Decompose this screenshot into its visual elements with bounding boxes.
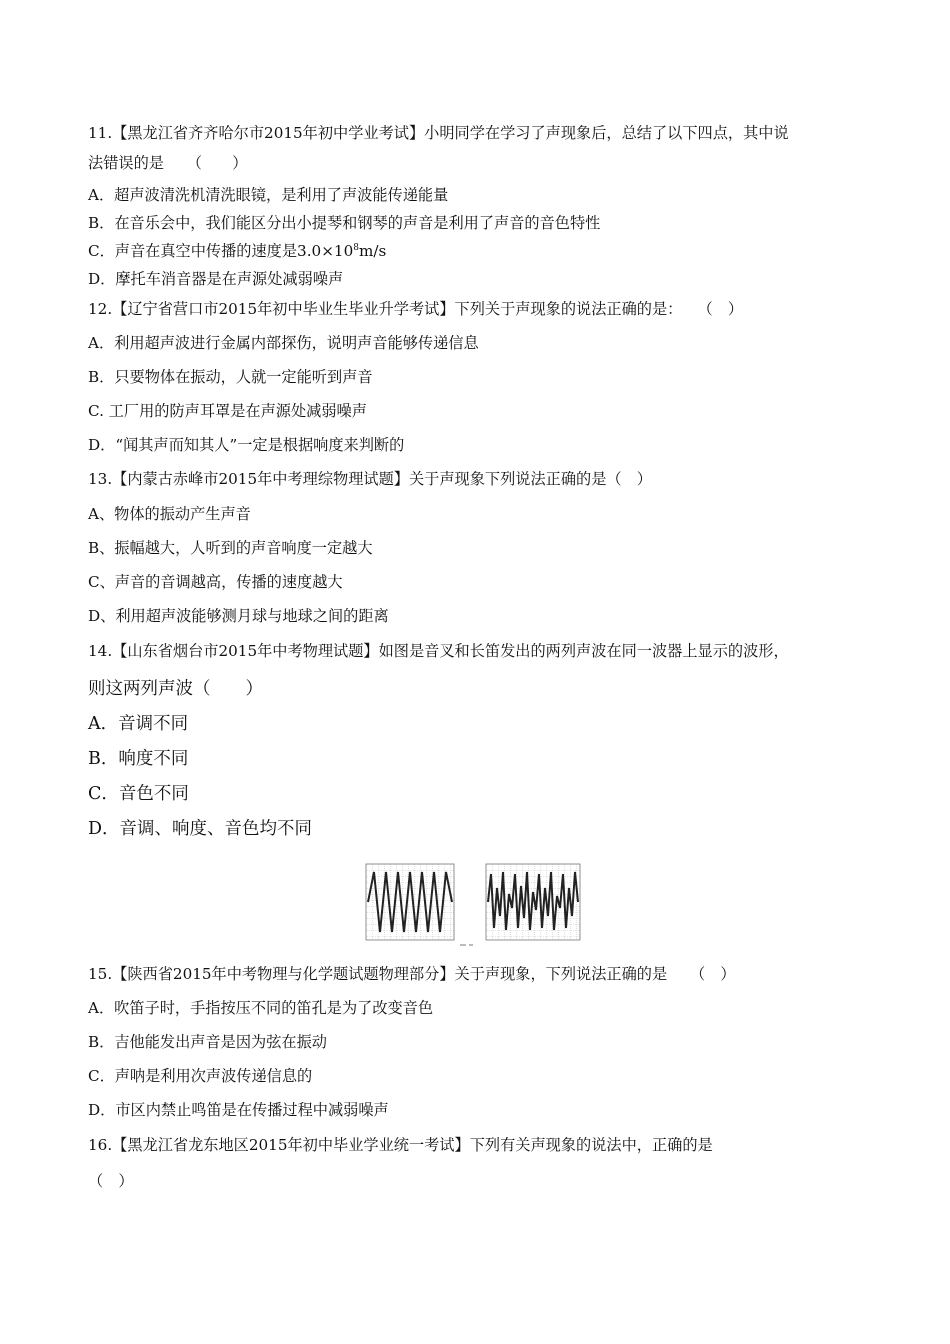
q12-stem: 12.【辽宁省营口市2015年初中毕业生毕业升学考试】下列关于声现象的说法正确的是： （ ） <box>88 300 744 318</box>
q11-option-c <box>88 240 386 261</box>
q14-stem-line1: 14.【山东省烟台市2015年中考物理试题】如图是音叉和长笛发出的两列声波在同一波器上显示的波形， <box>88 642 789 660</box>
q12-option-b: B．只要物体在振动，人就一定能听到声音 <box>88 368 373 386</box>
q11-option-c-unit: m/s <box>359 242 387 260</box>
q13-option-a: A、物体的振动产生声音 <box>88 505 251 523</box>
q11-stem-line1: 11.【黑龙江省齐齐哈尔市2015年初中学业考试】小明同学在学习了声现象后，总结了以下四点，其中说 <box>88 124 789 142</box>
q12-option-c: C. 工厂用的防声耳罩是在声源处减弱噪声 <box>88 402 367 420</box>
q15-option-c: C．声呐是利用次声波传递信息的 <box>88 1067 313 1085</box>
q11-option-a: A．超声波清洗机清洗眼镜，是利用了声波能传递能量 <box>88 186 449 204</box>
q13-option-d: D、利用超声波能够测月球与地球之间的距离 <box>88 607 389 625</box>
q13-option-b: B、振幅越大，人听到的声音响度一定越大 <box>88 539 373 557</box>
q13-stem: 13.【内蒙古赤峰市2015年中考理综物理试题】关于声现象下列说法正确的是（ ） <box>88 470 652 488</box>
q14-option-d: D．音调、响度、音色均不同 <box>88 819 313 839</box>
q11-option-c-exponent: 8 <box>353 242 359 253</box>
q14-stem-line2: 则这两列声波（ ） <box>88 679 263 699</box>
q11-option-c-text: C．声音在真空中传播的速度是3.0×10 <box>88 242 354 260</box>
q12-option-d: D．“闻其声而知其人”一定是根据响度来判断的 <box>88 436 405 454</box>
q15-option-a: A．吹笛子时，手指按压不同的笛孔是为了改变音色 <box>88 999 434 1017</box>
q14-option-a: A．音调不同 <box>88 714 189 734</box>
waveform-figure <box>360 858 590 950</box>
q11-option-d: D．摩托车消音器是在声源处减弱噪声 <box>88 270 344 288</box>
q11-stem-line2: 法错误的是 （ ） <box>88 154 248 172</box>
q14-option-c: C．音色不同 <box>88 784 189 804</box>
q11-option-b: B．在音乐会中，我们能区分出小提琴和钢琴的声音是利用了声音的音色特性 <box>88 214 601 232</box>
tuning-fork-waveform-panel <box>366 864 454 940</box>
flute-waveform-panel <box>486 864 580 940</box>
q12-option-a: A．利用超声波进行金属内部探伤，说明声音能够传递信息 <box>88 334 479 352</box>
q14-option-b: B．响度不同 <box>88 749 189 769</box>
q16-stem: 16.【黑龙江省龙东地区2015年初中毕业学业统一考试】下列有关声现象的说法中，正确的是 <box>88 1136 713 1154</box>
q15-option-d: D．市区内禁止鸣笛是在传播过程中减弱噪声 <box>88 1101 389 1119</box>
q13-option-c: C、声音的音调越高，传播的速度越大 <box>88 573 343 591</box>
q16-answer-paren: （ ） <box>88 1172 134 1190</box>
q15-stem: 15.【陕西省2015年中考物理与化学题试题物理部分】关于声现象，下列说法正确的是 （ ） <box>88 965 736 983</box>
q15-option-b: B．吉他能发出声音是因为弦在振动 <box>88 1033 327 1051</box>
